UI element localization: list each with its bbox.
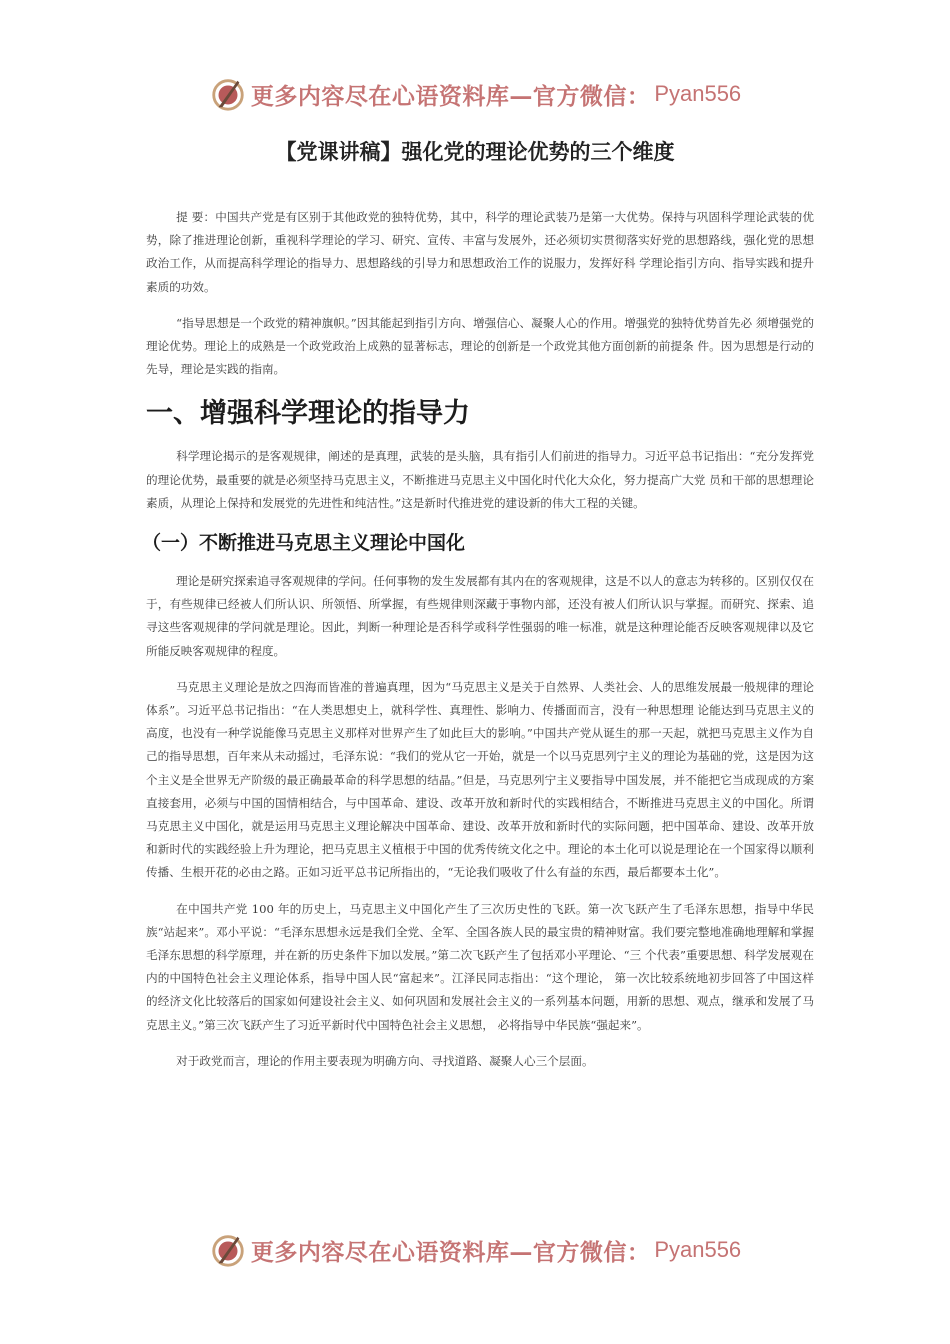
section-heading: 一、增强科学理论的指导力 — [146, 398, 470, 430]
body-paragraph: 对于政党而言，理论的作用主要表现为明确方向、寻找道路、凝聚人心三个层面。 — [176, 1053, 594, 1068]
watermark-text: 更多内容尽在心语资料库—官方微信： — [250, 1238, 651, 1266]
document-title: 【党课讲稿】强化党的理论优势的三个维度 — [275, 140, 675, 164]
section-paragraph: 科学理论揭示的是客观规律，阐述的是真理，武装的是头脑，具有指引人们前进的指导力。习近平总书记指出：“充分发挥党的理论优势，最重要的就是必须坚持马克思主义，不断推进马克思主义中国化时代化大众化，努力提高广大党 员和干部的思想理论素质，从理论上保持和发展党的先进性和纯洁性。”这是新时代推进党的建设新的伟大工程的关键。 — [146, 449, 814, 510]
quill-seal-logo-icon — [209, 75, 247, 113]
watermark-wechat-id: Pyan556 — [654, 81, 742, 106]
quill-seal-logo-icon — [209, 1231, 247, 1269]
watermark-wechat-id: Pyan556 — [654, 1237, 742, 1262]
body-paragraph: 理论是研究探索追寻客观规律的学问。任何事物的发生发展都有其内在的客观规律，这是不以人的意志为转移的。区别仅仅在于，有些规律已经被人们所认识、所领悟、所掌握，有些规律则深藏于事物内部，还没有被人们所认识与掌握。而研究、探索、追寻这些客观规律的学问就是理论。因此，判断一种理论是否科学或科学性强弱的唯一标准，就是这种理论能否反映客观规律以及它所能反映客观规律的程度。 — [146, 574, 814, 658]
intro-paragraph: “指导思想是一个政党的精神旗帜。”因其能起到指引方向、增强信心、凝聚人心的作用。增强党的独特优势首先必 须增强党的理论优势。理论上的成熟是一个政党政治上成熟的显著标志，理论的创新是一个政党其他方面创新的前提条 件。因为思想是行动的先导，理论是实践的指南。 — [146, 315, 814, 377]
body-paragraph: 在中国共产党 100 年的历史上，马克思主义中国化产生了三次历史性的飞跃。第一次飞跃产生了毛泽东思想，指导中华民族“站起来”。邓小平说：“毛泽东思想永远是我们全党、全军、全国各族人民的最宝贵的精神财富。我们要完整地准确地理解和掌握毛泽东思想的科学原理，并在新的历史条件下加以发展。”第二次飞跃产生了包括邓小平理论、“三 个代表”重要思想、科学发展观在内的中国特色社会主义理论体系，指导中国人民“富起来”。江泽民同志指出：“这个理论， 第一次比较系统地初步回答了中国这样的经济文化比较落后的国家如何建设社会主义、如何巩固和发展社会主义的一系列基本问题，用新的思想、观点，继承和发展了马克思主义。”第三次飞跃产生了习近平新时代中国特色社会主义思想， 必将指导中华民族“强起来”。 — [146, 901, 814, 1032]
subsection-heading: （一）不断推进马克思主义理论中国化 — [142, 532, 466, 555]
footer-watermark — [0, 1228, 950, 1272]
document-body — [142, 206, 814, 1086]
header-watermark — [0, 72, 950, 116]
body-paragraph: 马克思主义理论是放之四海而皆准的普遍真理，因为“马克思主义是关于自然界、人类社会、人的思维发展最一般规律的理论体系”。习近平总书记指出：“在人类思想史上，就科学性、真理性、影响力、传播面而言，没有一种思想理 论能达到马克思主义的高度，也没有一种学说能像马克思主义那样对世界产生了如此巨大的影响。”中国共产党从诞生的那一天起，就把马克思主义作为自己的指导思想，百年来从未动摇过，毛泽东说：“我们的党从它一开始，就是一个以马克思列宁主义的理论为基础的党，这是因为这个主义是全世界无产阶级的最正确最革命的科学思想的结晶。”但是，马克思列宁主义要指导中国发展，并不能把它当成现成的方案直接套用，必须与中国的国情相结合，与中国革命、建设、改革开放和新时代的实践相结合，不断推进马克思主义的中国化。所谓马克思主义中国化，就是运用马克思主义理论解决中国革命、建设、改革开放和新时代的实际问题，把中国革命、建设、改革开放和新时代的实践经验上升为理论，把马克思主义植根于中国的优秀传统文化之中。理论的本土化可以说是理论在一个国家得以顺利传播、生根开花的必由之路。正如习近平总书记所指出的，“无论我们吸收了什么有益的东西，最后都要本土化”。 — [146, 679, 814, 880]
watermark-text: 更多内容尽在心语资料库—官方微信： — [250, 82, 651, 110]
abstract-paragraph: 提 要：中国共产党是有区别于其他政党的独特优势，其中，科学的理论武装乃是第一大优势。保持与巩固科学理论武装的优势，除了推进理论创新，重视科学理论的学习、研究、宣传、丰富与发展外，还必须切实贯彻落实好党的思想路线，强化党的思想政治工作，从而提高科学理论的指导力、思想路线的引导力和思想政治工作的说服力，发挥好科 学理论指引方向、指导实践和提升素质的功效。 — [146, 210, 814, 294]
